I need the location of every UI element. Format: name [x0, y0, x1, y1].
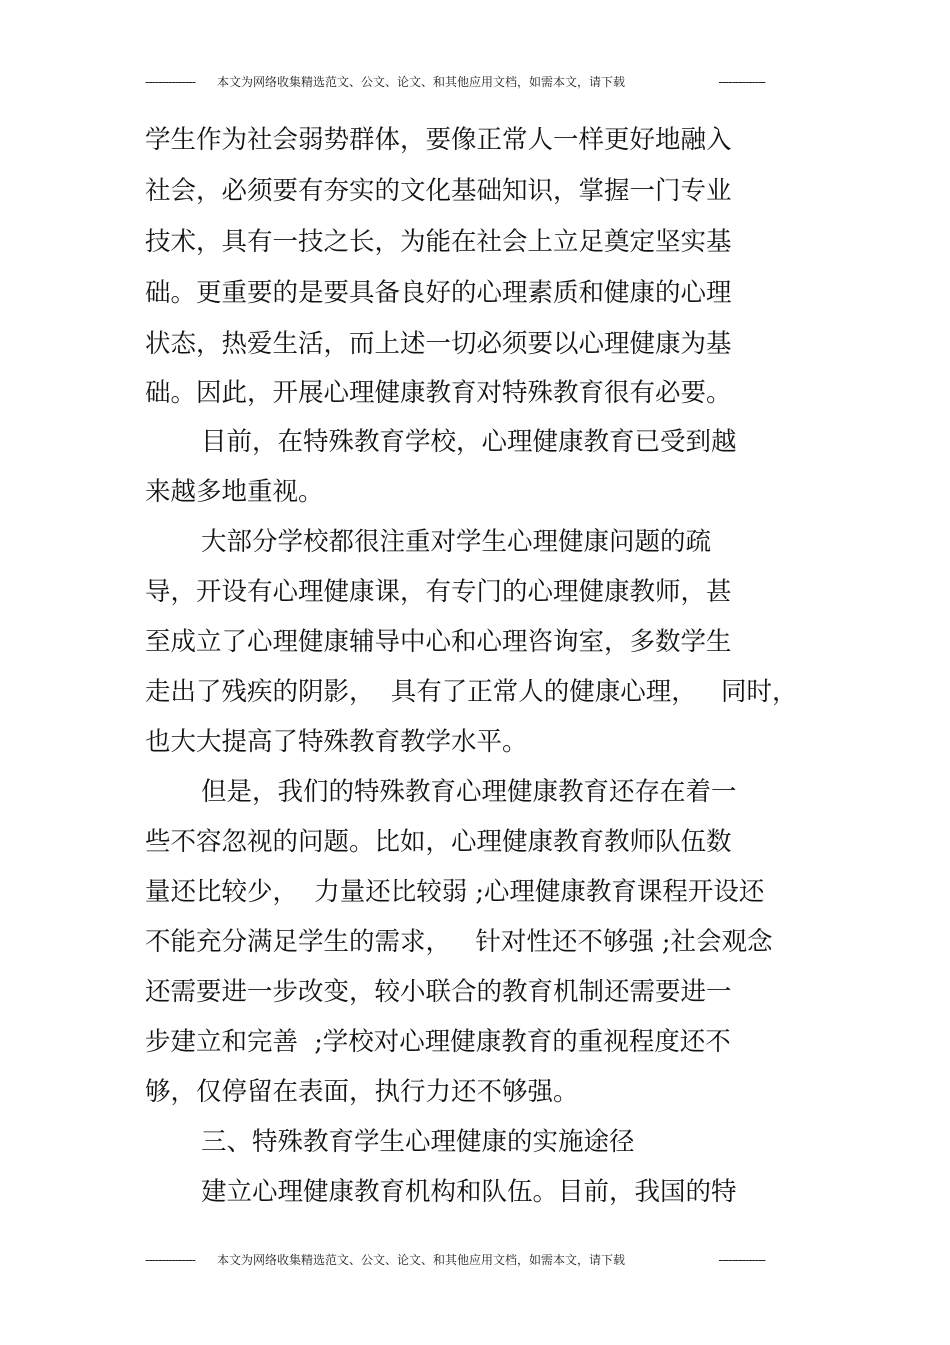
- body-line: 走出了残疾的阴影， 具有了正常人的健康心理， 同时，: [145, 677, 798, 707]
- body-line: 些不容忽视的问题。比如，心理健康教育教师队伍数: [145, 827, 732, 857]
- section-heading: 三、特殊教育学生心理健康的实施途径: [201, 1127, 635, 1157]
- body-line: 还需要进一步改变，较小联合的教育机制还需要进一: [145, 977, 732, 1007]
- body-line: 社会，必须要有夯实的文化基础知识，掌握一门专业: [145, 176, 732, 206]
- paragraph-start-line: 但是，我们的特殊教育心理健康教育还存在着一: [201, 777, 737, 807]
- body-line: 础。因此，开展心理健康教育对特殊教育很有必要。: [145, 378, 732, 408]
- footer-dash-left: ---------------: [145, 1253, 195, 1267]
- paragraph-start-line: 大部分学校都很注重对学生心理健康问题的疏: [201, 527, 712, 557]
- body-line: 技术，具有一技之长，为能在社会上立足奠定坚实基: [145, 227, 732, 257]
- body-line: 量还比较少， 力量还比较弱 ;心理健康教育课程开设还: [145, 877, 765, 907]
- body-line: 步建立和完善 ;学校对心理健康教育的重视程度还不: [145, 1027, 731, 1057]
- body-line: 够，仅停留在表面，执行力还不够强。: [145, 1077, 579, 1107]
- body-line: 学生作为社会弱势群体，要像正常人一样更好地融入: [145, 125, 732, 155]
- header-notice-text: 本文为网络收集精选范文、公文、论文、和其他应用文档，如需本文，请下载: [217, 75, 626, 89]
- page-header-notice: [145, 72, 765, 92]
- footer-notice-text: 本文为网络收集精选范文、公文、论文、和其他应用文档，如需本文，请下载: [217, 1253, 626, 1267]
- body-line: 至成立了心理健康辅导中心和心理咨询室，多数学生: [145, 627, 732, 657]
- body-line: 导，开设有心理健康课，有专门的心理健康教师，甚: [145, 577, 732, 607]
- body-line: 状态，热爱生活，而上述一切必须要以心理健康为基: [145, 329, 732, 359]
- footer-dash-right: --------------: [718, 1253, 765, 1267]
- body-line: 也大大提高了特殊教育教学水平。: [145, 727, 528, 757]
- page-footer-notice: [145, 1250, 765, 1270]
- body-line: 来越多地重视。: [145, 477, 324, 507]
- body-line: 础。更重要的是要具备良好的心理素质和健康的心理: [145, 278, 732, 308]
- header-dash-left: ---------------: [145, 75, 195, 89]
- body-line: 不能充分满足学生的需求， 针对性还不够强 ;社会观念: [145, 927, 773, 957]
- paragraph-start-line: 建立心理健康教育机构和队伍。目前，我国的特: [201, 1177, 737, 1207]
- paragraph-start-line: 目前，在特殊教育学校，心理健康教育已受到越: [201, 427, 737, 457]
- header-dash-right: --------------: [718, 75, 765, 89]
